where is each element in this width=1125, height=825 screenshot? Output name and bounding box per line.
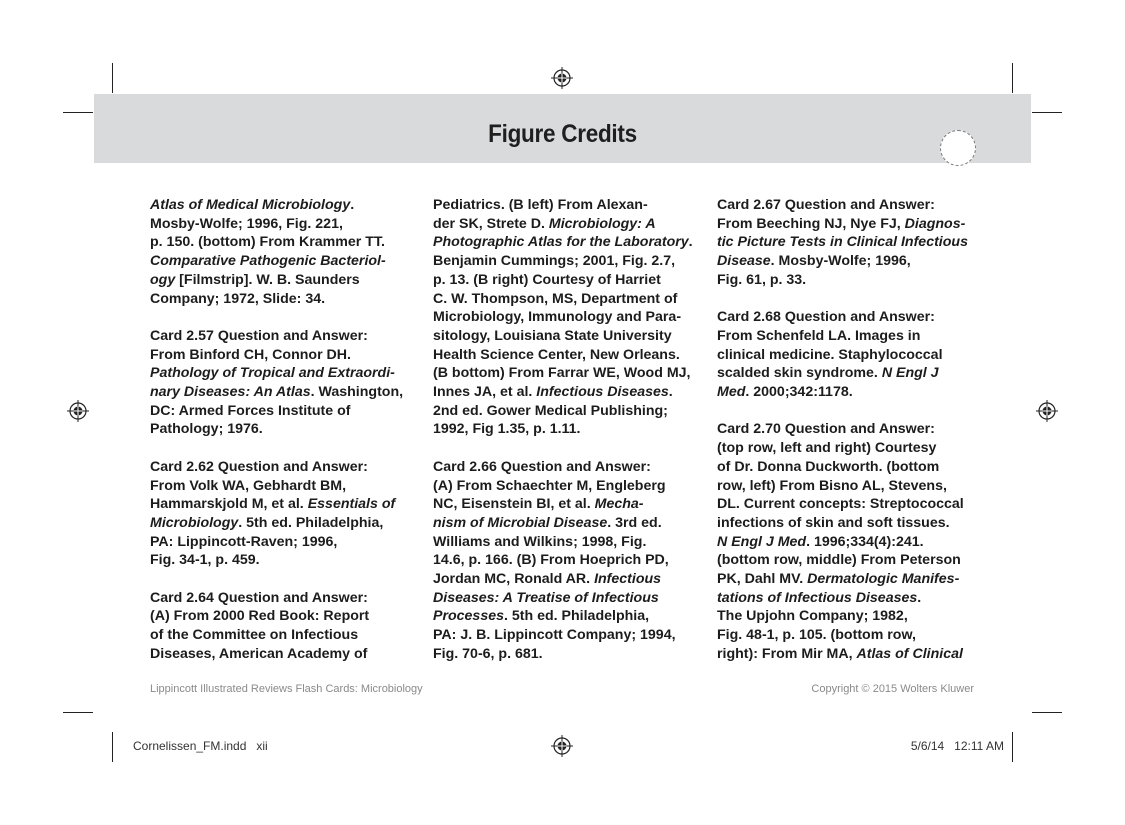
text-line xyxy=(150,252,440,271)
text-segment: . Mosby-Wolfe; 1996, xyxy=(770,253,911,270)
text-segment: Health Science Center, New Orleans. xyxy=(433,346,680,363)
crop-mark xyxy=(1012,732,1013,762)
italic-title-segment: Photographic Atlas for the Laboratory xyxy=(433,234,689,251)
text-segment: Card 2.67 Question and Answer: xyxy=(717,197,935,213)
italic-title-segment: Atlas of Medical Microbiology xyxy=(150,197,351,213)
italic-title-segment: Pathology of Tropical and Extraordi- xyxy=(150,365,395,382)
text-line xyxy=(150,196,440,215)
text-segment: . 3rd ed. xyxy=(607,514,662,531)
credit-paragraph xyxy=(433,196,723,439)
text-line xyxy=(717,346,1007,365)
italic-title-segment: Microbiology xyxy=(150,514,239,531)
text-segment: NC, Eisenstein BI, et al. xyxy=(433,496,595,513)
italic-title-segment: Diseases: A Treatise of Infectious xyxy=(433,589,659,606)
text-segment: From Beeching NJ, Nye FJ, xyxy=(717,215,905,232)
slug-filename: Cornelissen_FM.indd xii xyxy=(133,739,268,753)
text-line xyxy=(717,252,1007,271)
crop-mark xyxy=(1012,63,1013,93)
text-segment: . xyxy=(350,197,355,213)
text-segment: Card 2.66 Question and Answer: xyxy=(433,458,651,475)
text-segment: DL. Current concepts: Streptococcal xyxy=(717,496,964,513)
text-segment: p. 13. (B right) Courtesy of Harriet xyxy=(433,271,661,288)
text-segment: (A) From Schaechter M, Engleberg xyxy=(433,477,666,494)
text-segment: Fig. 70-6, p. 681. xyxy=(433,645,543,662)
text-line xyxy=(433,215,723,234)
text-line xyxy=(150,402,440,421)
text-line xyxy=(717,495,1007,514)
text-line xyxy=(150,477,440,496)
punch-hole-marker xyxy=(940,130,976,166)
text-line xyxy=(433,402,723,421)
text-line xyxy=(717,364,1007,383)
text-segment: C. W. Thompson, MS, Department of xyxy=(433,290,678,307)
crop-mark xyxy=(1032,112,1062,113)
text-segment: . 1996;334(4):241. xyxy=(806,533,924,550)
text-segment: From Volk WA, Gebhardt BM, xyxy=(150,477,347,494)
text-line xyxy=(433,533,723,552)
text-segment: 1992, Fig 1.35, p. 1.11. xyxy=(433,421,581,438)
text-line xyxy=(150,233,440,252)
italic-title-segment: tations of Infectious Diseases xyxy=(717,589,918,606)
footer-book-title: Lippincott Illustrated Reviews Flash Cards: Microbiology xyxy=(150,683,423,695)
text-line xyxy=(150,458,440,477)
text-line xyxy=(433,477,723,496)
text-line xyxy=(433,420,723,439)
text-segment: From Schenfeld LA. Images in xyxy=(717,327,921,344)
registration-mark-icon xyxy=(551,735,573,757)
text-line xyxy=(433,514,723,533)
text-line xyxy=(717,589,1007,608)
text-segment: clinical medicine. Staphylococcal xyxy=(717,346,943,363)
italic-title-segment: N Engl J xyxy=(881,365,939,382)
italic-title-segment: ogy xyxy=(150,271,176,288)
header-band xyxy=(94,94,1031,163)
column-2 xyxy=(433,196,723,682)
text-line xyxy=(433,495,723,514)
text-line xyxy=(150,495,440,514)
italic-title-segment: Essentials of xyxy=(307,496,396,513)
crop-mark xyxy=(112,63,113,93)
text-line xyxy=(150,364,440,383)
crop-mark xyxy=(63,112,93,113)
text-segment: sitology, Louisiana State University xyxy=(433,327,672,344)
text-segment: Diseases, American Academy of xyxy=(150,645,368,662)
crop-mark xyxy=(112,732,113,762)
credit-paragraph xyxy=(150,458,440,570)
text-segment: Benjamin Cummings; 2001, Fig. 2.7, xyxy=(433,253,676,270)
text-segment: PK, Dahl MV. xyxy=(717,571,808,588)
crop-mark xyxy=(1032,712,1062,713)
text-segment: infections of skin and soft tissues. xyxy=(717,514,950,531)
credit-paragraph xyxy=(433,458,723,664)
text-line xyxy=(150,533,440,552)
text-segment: . 5th ed. Philadelphia, xyxy=(504,608,650,625)
credit-paragraph xyxy=(150,327,440,439)
text-segment: PA: J. B. Lippincott Company; 1994, xyxy=(433,627,676,644)
italic-title-segment: Microbiology: A xyxy=(548,215,656,232)
credit-paragraph xyxy=(717,308,1007,402)
text-line xyxy=(433,458,723,477)
text-segment: Mosby-Wolfe; 1996, Fig. 221, xyxy=(150,215,343,232)
text-segment: [Filmstrip]. W. B. Saunders xyxy=(175,271,360,288)
registration-mark-icon xyxy=(1036,400,1058,422)
text-segment: . xyxy=(668,384,673,401)
text-line xyxy=(717,308,1007,327)
italic-title-segment: Disease xyxy=(717,253,771,270)
text-segment: Fig. 48-1, p. 105. (bottom row, xyxy=(717,627,916,644)
text-line xyxy=(150,215,440,234)
crop-mark xyxy=(63,712,93,713)
text-segment: . xyxy=(917,589,922,606)
text-line xyxy=(150,551,440,570)
text-segment: Microbiology, Immunology and Para- xyxy=(433,309,682,326)
text-line xyxy=(433,271,723,290)
text-line xyxy=(433,196,723,215)
text-segment: . 5th ed. Philadelphia, xyxy=(238,514,384,531)
column-1 xyxy=(150,196,440,682)
text-segment: Innes JA, et al. xyxy=(433,384,537,401)
text-line xyxy=(150,626,440,645)
text-line xyxy=(433,290,723,309)
text-line xyxy=(150,346,440,365)
italic-title-segment: Infectious Diseases xyxy=(536,384,669,401)
italic-title-segment: Dermatologic Manifes- xyxy=(807,571,960,588)
text-line xyxy=(150,645,440,664)
text-line xyxy=(717,327,1007,346)
text-segment: . xyxy=(688,234,693,251)
text-line xyxy=(717,233,1007,252)
text-line xyxy=(717,215,1007,234)
text-segment: p. 150. (bottom) From Krammer TT. xyxy=(150,234,385,251)
italic-title-segment: tic Picture Tests in Clinical Infectious xyxy=(717,234,968,251)
text-segment: Card 2.57 Question and Answer: xyxy=(150,327,368,344)
text-segment: Pediatrics. (B left) From Alexan- xyxy=(433,197,648,213)
text-line xyxy=(717,271,1007,290)
text-segment: Company; 1972, Slide: 34. xyxy=(150,290,326,307)
page-title: Figure Credits xyxy=(488,120,637,148)
text-segment: From Binford CH, Connor DH. xyxy=(150,346,351,363)
column-3 xyxy=(717,196,1007,682)
text-segment: Jordan MC, Ronald AR. xyxy=(433,571,595,588)
italic-title-segment: Mecha- xyxy=(594,496,644,513)
registration-mark-icon xyxy=(551,67,573,89)
text-segment: of Dr. Donna Duckworth. (bottom xyxy=(717,458,940,475)
text-line xyxy=(433,383,723,402)
text-segment: 14.6, p. 166. (B) From Hoeprich PD, xyxy=(433,552,669,569)
text-line xyxy=(717,196,1007,215)
italic-title-segment: Med xyxy=(717,384,746,401)
text-line xyxy=(433,252,723,271)
italic-title-segment: N Engl J Med xyxy=(717,533,807,550)
text-segment: Fig. 61, p. 33. xyxy=(717,271,807,288)
text-segment: (B bottom) From Farrar WE, Wood MJ, xyxy=(433,365,691,382)
text-line xyxy=(150,514,440,533)
text-line xyxy=(433,346,723,365)
text-segment: Card 2.70 Question and Answer: xyxy=(717,421,935,438)
text-segment: Hammarskjold M, et al. xyxy=(150,496,308,513)
text-line xyxy=(433,364,723,383)
text-line xyxy=(717,533,1007,552)
text-segment: Card 2.68 Question and Answer: xyxy=(717,309,935,326)
text-line xyxy=(433,308,723,327)
text-segment: . 2000;342:1178. xyxy=(745,384,853,401)
text-line xyxy=(717,607,1007,626)
slug-timestamp: 5/6/14 12:11 AM xyxy=(910,739,1004,753)
registration-mark-icon xyxy=(67,400,89,422)
text-line xyxy=(150,607,440,626)
text-line xyxy=(433,327,723,346)
text-segment: . Washington, xyxy=(310,384,404,401)
text-line xyxy=(150,327,440,346)
text-line xyxy=(717,626,1007,645)
text-segment: The Upjohn Company; 1982, xyxy=(717,608,908,625)
text-line xyxy=(150,383,440,402)
text-segment: Pathology; 1976. xyxy=(150,421,263,438)
text-segment: of the Committee on Infectious xyxy=(150,627,359,644)
text-segment: Fig. 34-1, p. 459. xyxy=(150,552,260,569)
text-segment: scalded skin syndrome. xyxy=(717,365,882,382)
italic-title-segment: nary Diseases: An Atlas xyxy=(150,384,311,401)
text-line xyxy=(717,439,1007,458)
text-segment: (A) From 2000 Red Book: Report xyxy=(150,608,370,625)
text-line xyxy=(717,645,1007,664)
text-line xyxy=(433,607,723,626)
text-line xyxy=(433,233,723,252)
text-segment: (top row, left and right) Courtesy xyxy=(717,440,937,457)
text-line xyxy=(433,589,723,608)
text-line xyxy=(717,420,1007,439)
text-line xyxy=(150,420,440,439)
footer-copyright: Copyright © 2015 Wolters Kluwer xyxy=(811,683,974,695)
text-line xyxy=(433,551,723,570)
italic-title-segment: Diagnos- xyxy=(904,215,966,232)
text-segment: Card 2.62 Question and Answer: xyxy=(150,458,368,475)
credit-paragraph xyxy=(717,420,1007,663)
text-segment: Card 2.64 Question and Answer: xyxy=(150,589,368,606)
text-segment: right): From Mir MA, xyxy=(717,645,857,662)
text-segment: row, left) From Bisno AL, Stevens, xyxy=(717,477,947,494)
text-line xyxy=(717,477,1007,496)
italic-title-segment: Processes xyxy=(433,608,504,625)
text-segment: DC: Armed Forces Institute of xyxy=(150,402,351,419)
text-line xyxy=(433,570,723,589)
text-line xyxy=(717,458,1007,477)
text-line xyxy=(717,514,1007,533)
text-line xyxy=(717,383,1007,402)
text-segment: der SK, Strete D. xyxy=(433,215,549,232)
credit-paragraph xyxy=(150,196,440,308)
italic-title-segment: Comparative Pathogenic Bacteriol- xyxy=(150,253,386,270)
text-segment: PA: Lippincott-Raven; 1996, xyxy=(150,533,338,550)
text-line xyxy=(433,626,723,645)
text-line xyxy=(150,589,440,608)
italic-title-segment: Atlas of Clinical xyxy=(856,645,963,662)
text-line xyxy=(433,645,723,664)
text-segment: (bottom row, middle) From Peterson xyxy=(717,552,961,569)
text-line xyxy=(717,570,1007,589)
text-line xyxy=(150,290,440,309)
text-line xyxy=(717,551,1007,570)
text-segment: 2nd ed. Gower Medical Publishing; xyxy=(433,402,668,419)
text-line xyxy=(150,271,440,290)
italic-title-segment: nism of Microbial Disease xyxy=(433,514,608,531)
text-segment: Williams and Wilkins; 1998, Fig. xyxy=(433,533,647,550)
credit-paragraph xyxy=(150,589,440,664)
italic-title-segment: Infectious xyxy=(594,571,662,588)
credit-paragraph xyxy=(717,196,1007,290)
